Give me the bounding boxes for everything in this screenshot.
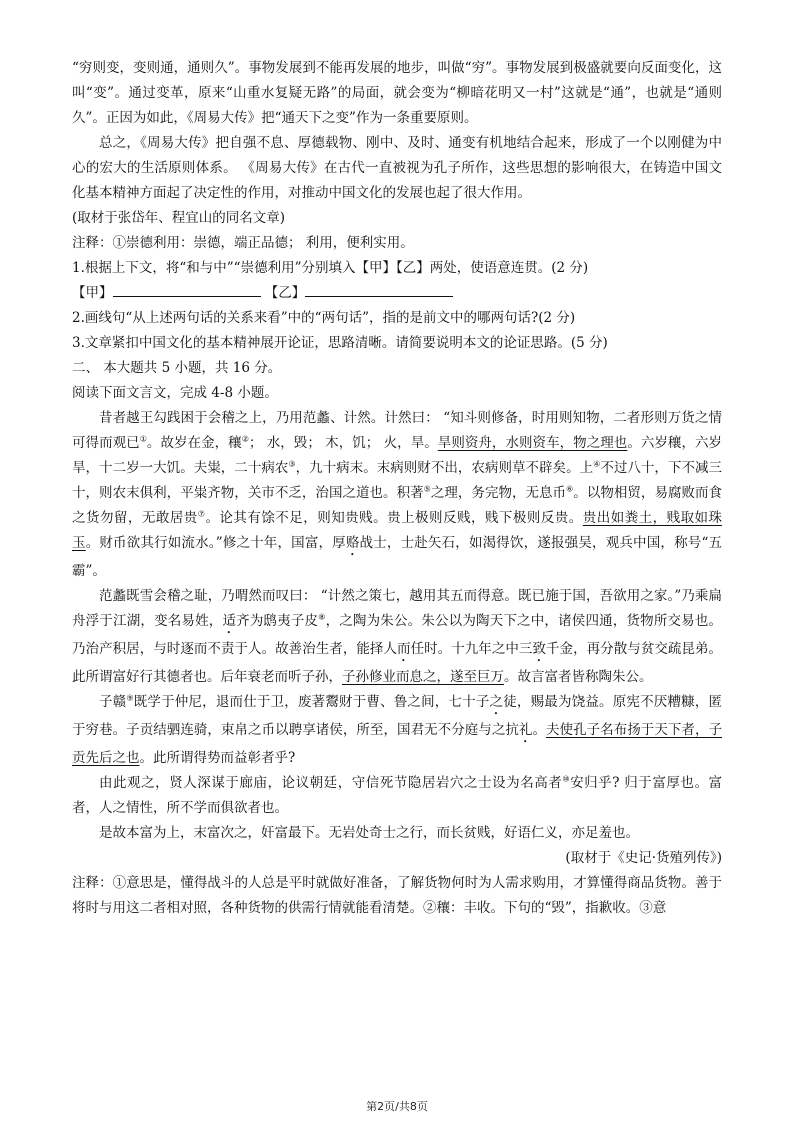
text-segment: 之理，务完物，无息币 xyxy=(430,485,567,501)
dotted-key-char: 之 xyxy=(489,694,504,710)
text-segment: 齐为鸱夷子皮 xyxy=(236,613,319,629)
answer-blank-yi[interactable] xyxy=(305,282,453,297)
blank-label-yi: 【乙】 xyxy=(264,285,306,301)
text-segment: 安归乎? 归于富厚也。富者，人之情性，所不学而俱欲者也。 xyxy=(72,775,723,816)
text-segment: 千金，再分散与贫交疏昆弟。此所谓富好行其德者也。后年衰老而听子孙， xyxy=(72,641,723,685)
classical-note: 注释：①意思是，懂得战斗的人总是平时就做好准备，了解货物何时为人需求购用，才算懂得商品货物。善于将时与用这二者相对照，各种货物的供需行情就能看清楚。②穰：丰收。下句的“毁”，指歉收。③意 xyxy=(72,875,722,916)
text-segment: 子赣 xyxy=(99,694,127,710)
classical-paragraph-4 xyxy=(72,771,722,821)
page-footer: 第2页/共8页 xyxy=(366,1100,428,1113)
text-segment: 。故岁在金，穰 xyxy=(146,435,242,451)
text-segment: 。故言富者皆称陶朱公。 xyxy=(504,669,653,685)
classical-paragraph-2 xyxy=(72,584,722,690)
text-segment: 。六岁穰，六岁旱，十二岁一大饥。夫粜，二十病农 xyxy=(72,435,723,476)
dotted-key-char: 致 xyxy=(532,641,547,657)
text-segment: ； 水，毁； 木，饥； 火，旱。 xyxy=(248,435,438,451)
text-segment: 昔者越王勾践困于会稽之上，乃用范蠡、计然。计然曰： “知斗则修备，时用则知物，二者形则万货之情可得而观已 xyxy=(72,410,722,451)
underlined-sentence: 旱则资舟，水则资车，物之理也 xyxy=(437,435,628,451)
note-mark: ⑧ xyxy=(318,612,326,622)
underlined-sentence: 贵出如粪土，贱取如珠玉 xyxy=(72,510,723,551)
note-mark: ⑤ xyxy=(423,484,431,494)
note-mark: ⑨ xyxy=(126,693,134,703)
text-segment: 不过八十，下不减三十，则农末俱利，平粜齐物，关市不乏，治国之道也。积著 xyxy=(72,460,723,501)
passage-paragraph-2: 总之，《周易大传》把自强不息、厚德载物、刚中、及时、通变有机地结合起来，形成了一个以刚健为中心的宏大的生活原则体系。 《周易大传》在古代一直被视为孔子所作，这些思想的影响很大，在铸造中国文化基本精神方面起了决定性的作用，对推动中国文化的发展也起了很大作用。 xyxy=(72,135,722,201)
underlined-sentence: 夫使孔子名布扬于天下者，子贡先后之也 xyxy=(72,722,723,766)
text-segment: 既学于仲尼，退而仕于卫，废著鬻财于曹、鲁之间，七十子 xyxy=(133,694,490,710)
exam-page xyxy=(72,56,722,921)
text-segment: 。 xyxy=(532,722,546,738)
question-1-blanks xyxy=(72,281,722,306)
classical-source: (取材于《史记·货殖列传》) xyxy=(565,850,722,866)
passage-note: 注释：①崇德利用：崇德，端正品德； 利用，便利实用。 xyxy=(72,235,414,251)
note-mark: ② xyxy=(241,434,249,444)
question-3: 3.文章紧扣中国文化的基本精神展开论证，思路清晰。请简要说明本文的论证思路。(5 分) xyxy=(72,335,608,351)
note-mark: ⑦ xyxy=(197,509,206,519)
classical-paragraph-5: 是故本富为上，末富次之，奸富最下。无岩处奇士之行，而长贫贱，好语仁义，亦足羞也。 xyxy=(99,825,639,841)
dotted-key-char: 而 xyxy=(397,641,411,657)
text-segment: 。以物相贸，易腐败而食之货勿留，无敢居贵 xyxy=(72,485,723,526)
text-segment: 徒，赐最为饶益。原宪不厌糟糠，匿于穷巷。子贡结驷连骑，束帛之币以聘享诸侯，所至，国君无不分庭与之抗 xyxy=(72,694,723,738)
text-segment: ，九十病末。末病则财不出，农病则草不辟矣。上 xyxy=(295,460,594,476)
text-segment: 。财币欲其行如流水。”修之十年，国富，厚 xyxy=(85,535,346,551)
note-mark: ⑩ xyxy=(562,774,571,784)
text-segment: 由此观之，贤人深谋于廊庙，论议朝廷，守信死节隐居岩穴之士设为名高者 xyxy=(99,775,563,791)
text-segment: 任时。十九年之中三 xyxy=(410,641,533,657)
dotted-key-char: 赂 xyxy=(345,535,360,551)
text-segment: ，之陶为朱公。朱公以为陶天下之中，诸侯四通，货物所交易也。乃治产积居，与时逐而不责于人。故善治生者，能择人 xyxy=(72,613,723,657)
text-segment: 。此所谓得势而益彰者乎? xyxy=(139,750,296,766)
classical-paragraph-3 xyxy=(72,690,722,771)
text-segment: 战士，士赴矢石，如渴得饮，遂报强吴，观兵中国，称号“五霸”。 xyxy=(72,535,723,579)
note-mark: ③ xyxy=(288,459,296,469)
dotted-key-char: 礼 xyxy=(518,722,533,738)
answer-blank-jia[interactable] xyxy=(113,282,261,297)
text-segment: 范蠡既雪会稽之耻，乃喟然而叹曰： “计然之策七，越用其五而得意。既已施于国，吾欲用之家。”乃乘扁舟浮于江湖，变名易姓， xyxy=(72,588,722,629)
question-1: 1.根据上下文，将“和与中”“崇德利用”分别填入【甲】【乙】两处，使语意连贯。(2 分) xyxy=(72,260,589,276)
passage-paragraph-1: “穷则变，变则通，通则久”。事物发展到不能再发展的地步，叫做“穷”。事物发展到极盛就要向反面变化，这叫“变”。通过变革，原来“山重水复疑无路”的局面，就会变为“柳暗花明又一村”这就是“通”，也就是“通则久”。正因为如此，《周易大传》把“通天下之变”作为一条重要原则。 xyxy=(72,60,722,126)
section-2-instruction: 阅读下面文言文，完成 4-8 小题。 xyxy=(72,385,278,401)
text-segment: 。论其有馀不足，则知贵贱。贵上极则反贱，贱下极则反贵。 xyxy=(205,510,583,526)
note-mark: ⑥ xyxy=(566,484,574,494)
section-2-heading: 二、 本大题共 5 小题，共 16 分。 xyxy=(72,360,282,376)
note-mark: ① xyxy=(139,434,147,444)
dotted-key-char: 适 xyxy=(222,613,237,629)
question-2: 2.画线句“从上述两句话的关系来看”中的“两句话”，指的是前文中的哪两句话?(2 分) xyxy=(72,310,576,326)
underlined-sentence: 子孙修业而息之，遂至巨万 xyxy=(342,669,504,685)
note-mark: ④ xyxy=(593,459,601,469)
passage-source: (取材于张岱年、程宜山的同名文章) xyxy=(72,210,286,226)
classical-paragraph-1 xyxy=(72,406,722,584)
blank-label-jia: 【甲】 xyxy=(72,285,113,301)
